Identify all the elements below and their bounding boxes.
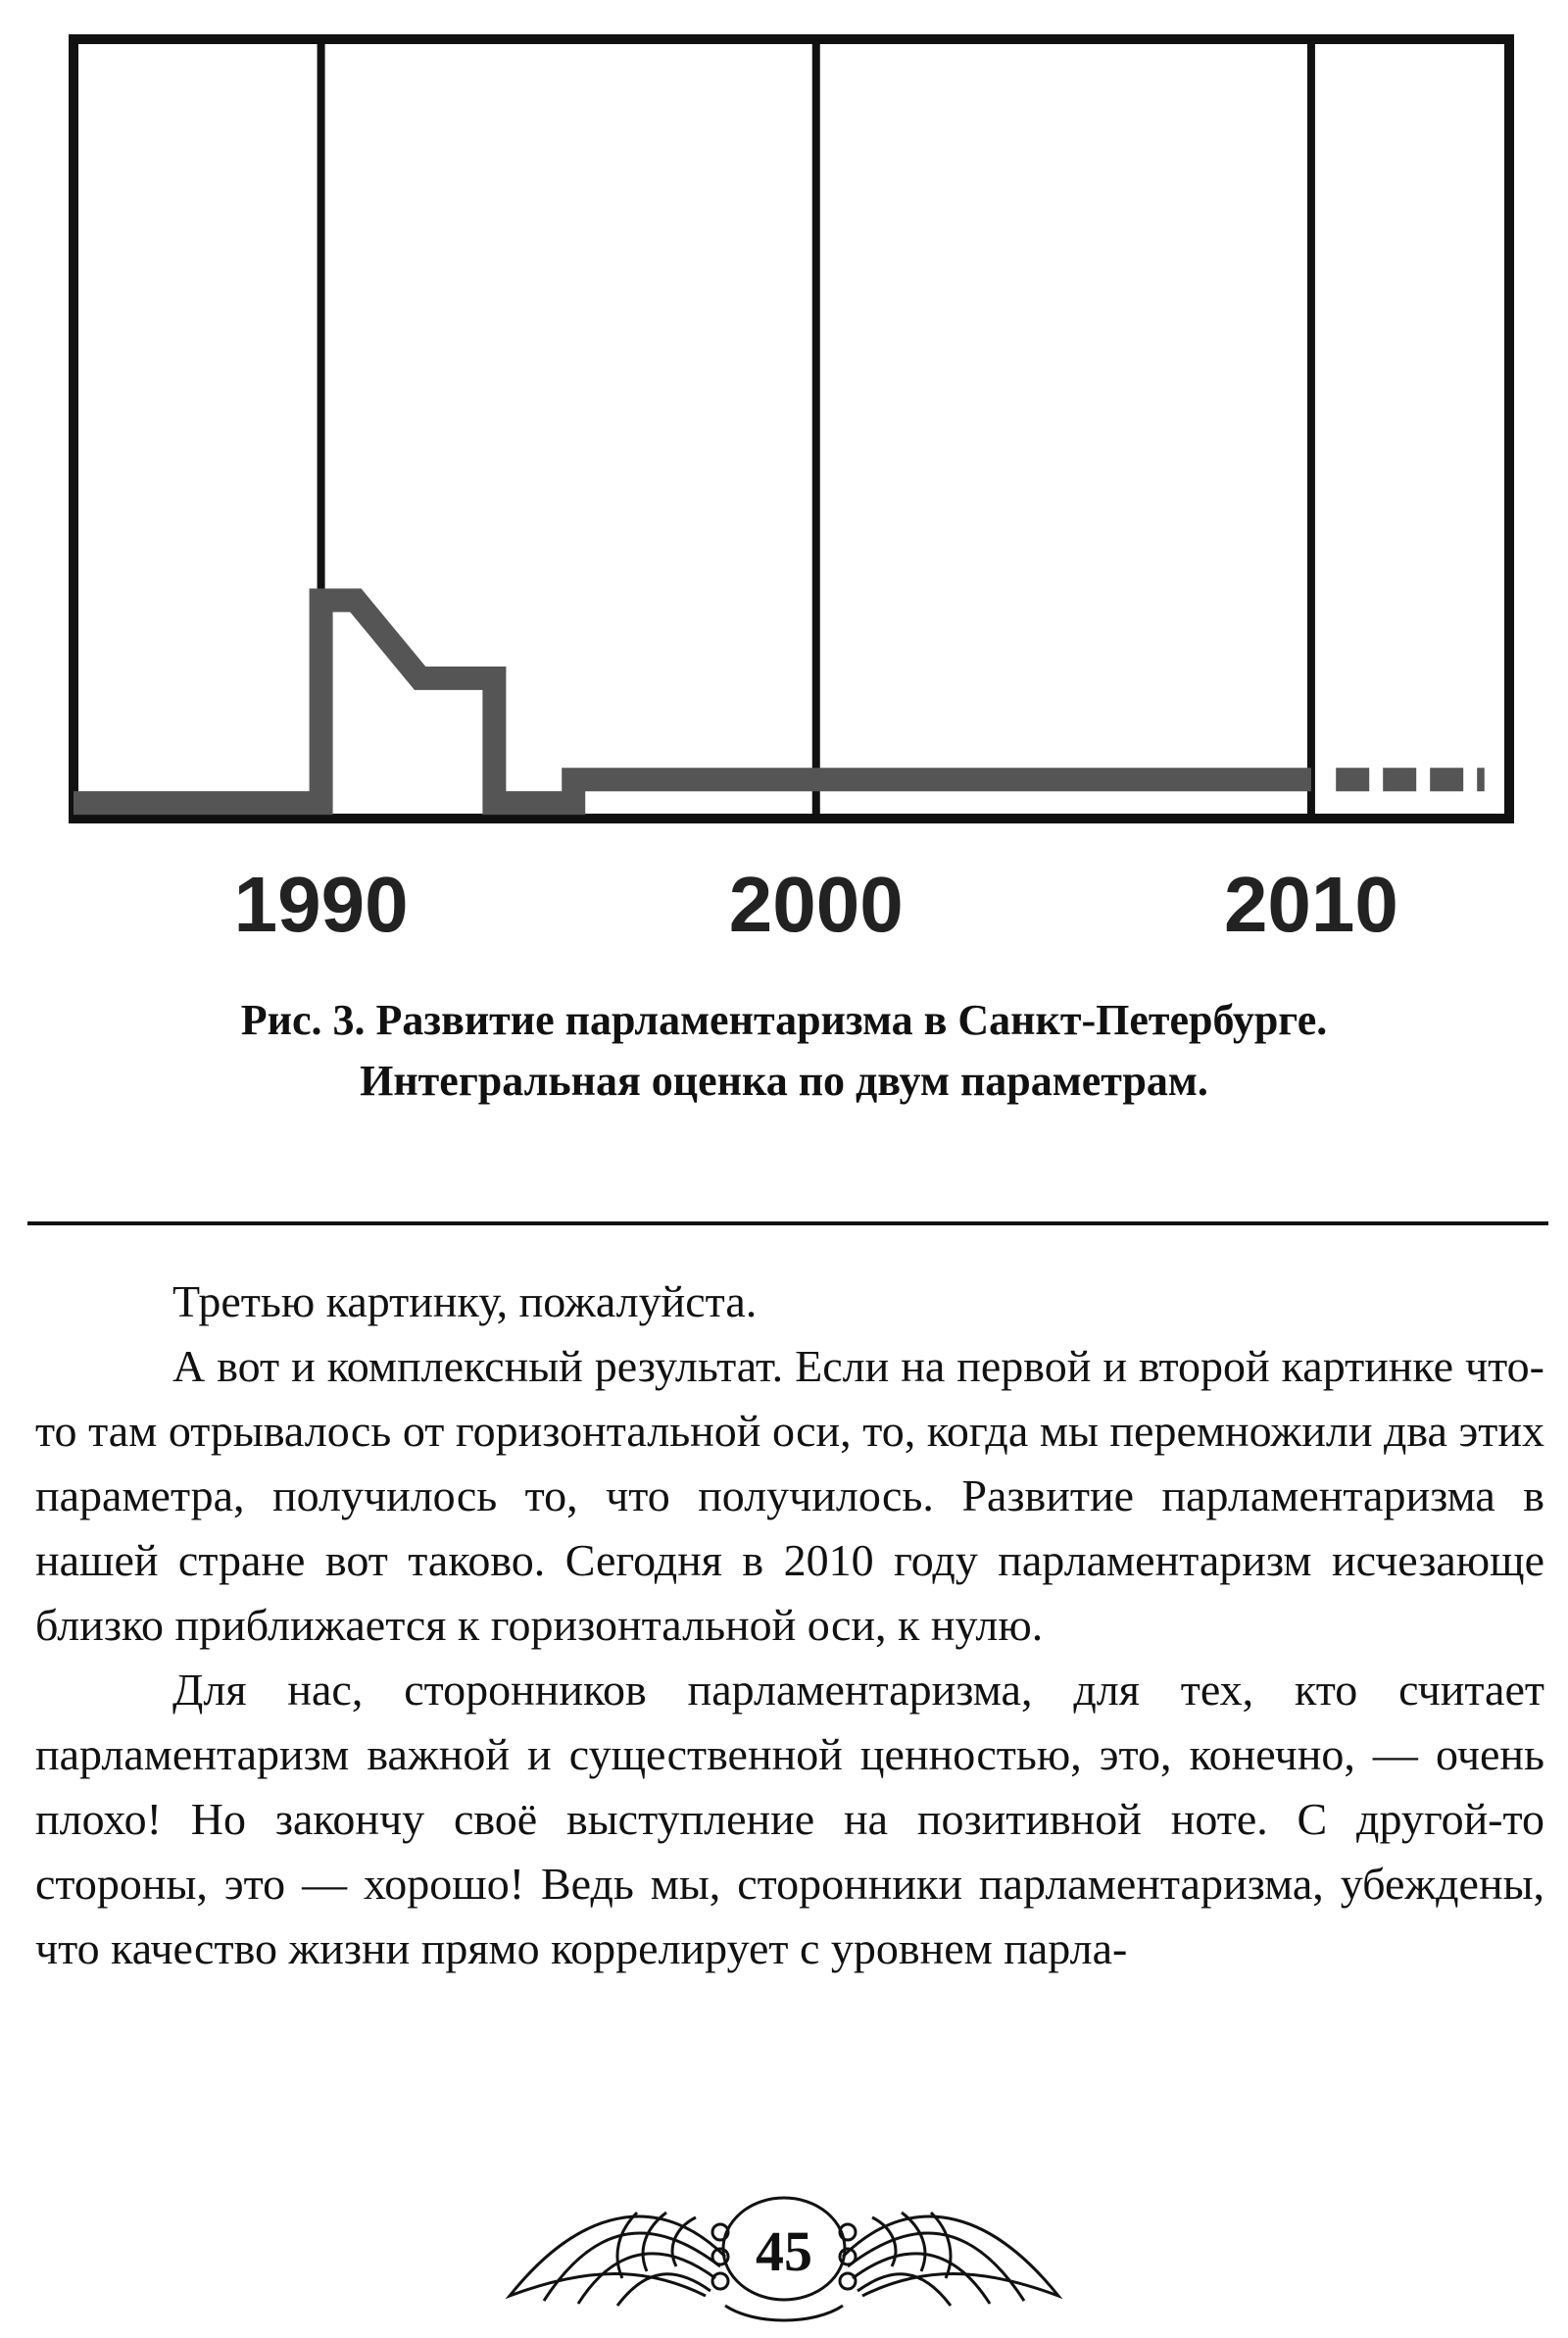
x-axis-labels [234,861,1398,948]
paragraph-1: Третью картинку, пожалуйста. [172,1276,758,1326]
plot-area [74,39,1509,819]
paragraph-2: А вот и комплексный результат. Если на первой и второй картинке что-то там отрывалось от горизонтальной оси, то, когда мы перемножили два этих параметра, получилось то, что получилось. Развитие парламентаризма в нашей стране вот таково. Сегодня в 2010 году парламентаризм исчезающе близко приближается к горизонтальной оси, к нулю. [35,1341,1544,1650]
figure-caption-line-1: Рис. 3. Развитие парламентаризма в Санкт-Петербурге. [240,996,1328,1044]
plot-frame [74,39,1509,819]
page-footer [0,2188,1568,2335]
body-text [35,1269,1544,1981]
x-tick-label-2000: 2000 [728,861,904,948]
figure-caption [0,990,1568,1112]
paragraph-3: Для нас, сторонников парламентаризма, для тех, кто считает парламентаризм важной и существенной ценностью, это, конечно, — очень плохо! Но закончу своё выступление на позитивной ноте. С другой-то стороны, это — хорошо! Ведь мы, сторонники парламентаризма, убеждены, что качество жизни прямо коррелирует с уровнем парла- [35,1665,1544,1973]
figure-caption-line-2: Интегральная оценка по двум параметрам. [360,1057,1208,1105]
page-number: 45 [756,2219,812,2283]
integral-estimate-chart [59,20,1529,961]
section-divider [27,1221,1548,1225]
x-tick-label-2010: 2010 [1223,861,1398,948]
x-tick-label-1990: 1990 [233,861,409,948]
series-line-1 [74,600,1311,803]
